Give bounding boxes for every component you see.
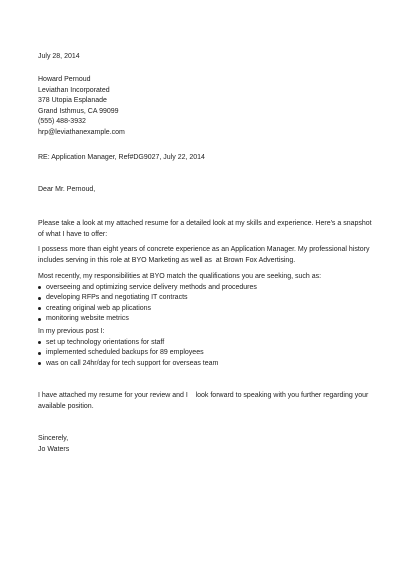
recent-heading: Most recently, my responsibilities at BYO match the qualifications you are seeking, such as:: [38, 273, 322, 280]
salutation-text: Dear Mr. Pernoud,: [38, 186, 96, 193]
letter-date: [38, 52, 373, 63]
list-item: implemented scheduled backups for 89 employees: [38, 348, 373, 359]
recipient-phone: (555) 488-3932: [38, 118, 86, 125]
experience-line: I possess more than eight years of concrete experience as an Application Manager. My professional history: [38, 246, 370, 253]
experience-paragraph: [38, 245, 373, 266]
valediction: Sincerely,: [38, 435, 69, 442]
date-text: July 28, 2014: [38, 53, 80, 60]
closing-line: I have attached my resume for your review and I look forward to speaking with you further regarding your: [38, 392, 369, 399]
list-item: monitoring website metrics: [38, 314, 373, 325]
signer-name: Jo Waters: [38, 445, 70, 453]
bullet-icon: [38, 307, 41, 310]
experience-line: includes serving in this role at BYO Marketing as well as at Brown Fox Advertising.: [38, 256, 296, 264]
recent-section: [38, 272, 373, 325]
bullet-icon: [38, 286, 41, 289]
previous-section: [38, 327, 373, 369]
previous-heading: In my previous post I:: [38, 328, 105, 335]
list-item: developing RFPs and negotiating IT contracts: [38, 293, 373, 304]
re-text: RE: Application Manager, Ref#DG9027, July 22, 2014: [38, 154, 205, 161]
list-item: set up technology orientations for staff: [38, 338, 373, 349]
list-item: overseeing and optimizing service delivery methods and procedures: [38, 283, 373, 294]
bullet-icon: [38, 352, 41, 355]
recipient-name: Howard Pernoud: [38, 76, 91, 83]
recipient-address: [38, 75, 373, 138]
recipient-street: 378 Utopia Esplanade: [38, 97, 107, 104]
signoff: [38, 434, 373, 455]
bullet-icon: [38, 297, 41, 300]
intro-paragraph: [38, 219, 373, 240]
recipient-email: hrp@leviathanexample.com: [38, 128, 125, 136]
salutation: [38, 185, 373, 196]
reference-line: [38, 153, 373, 164]
recipient-company: Leviathan Incorporated: [38, 86, 110, 94]
list-item: was on call 24hr/day for tech support for overseas team: [38, 359, 373, 370]
recent-list: [38, 283, 373, 325]
previous-list: [38, 338, 373, 370]
bullet-icon: [38, 341, 41, 344]
bullet-icon: [38, 318, 41, 321]
closing-line: available position.: [38, 402, 94, 410]
intro-line: Please take a look at my attached resume for a detailed look at my skills and experience. Here's a snapshot: [38, 220, 372, 227]
list-item: creating original web ap plications: [38, 304, 373, 315]
recipient-city: Grand Isthmus, CA 99099: [38, 107, 119, 115]
closing-paragraph: [38, 391, 373, 412]
bullet-icon: [38, 362, 41, 365]
intro-line: of what I have to offer:: [38, 230, 108, 238]
